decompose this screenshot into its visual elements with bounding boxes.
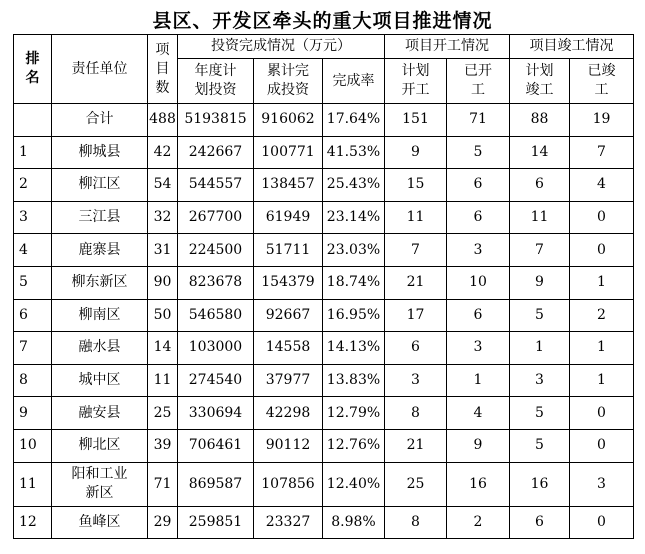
cell-started: 5 [447,136,510,169]
cell-started: 3 [447,234,510,267]
cell-completed: 7 [570,136,634,169]
cell-rate: 23.03% [323,234,385,267]
cell-planned-start: 21 [385,429,447,462]
page-title: 县区、开发区牵头的重大项目推进情况 [152,10,493,32]
cell-annual-plan: 267700 [178,201,254,234]
cell-cumulative: 92667 [254,299,323,332]
cell-completed: 1 [570,364,634,397]
cell-count: 14 [148,332,178,365]
total-rank [14,104,52,137]
cell-unit: 城中区 [52,364,148,397]
cell-completed: 4 [570,169,634,202]
cell-annual-plan: 259851 [178,506,254,539]
cell-rank: 8 [14,364,52,397]
cell-rate: 8.98% [323,506,385,539]
cell-planned-start: 7 [385,234,447,267]
total-started: 71 [447,104,510,137]
cell-cumulative: 14558 [254,332,323,365]
cell-count: 11 [148,364,178,397]
cell-rate: 16.95% [323,299,385,332]
cell-completed: 0 [570,234,634,267]
total-annual-plan: 5193815 [178,104,254,137]
table-row [14,397,634,430]
cell-count: 39 [148,429,178,462]
cell-completed: 3 [570,462,634,506]
cell-started: 6 [447,299,510,332]
cell-count: 29 [148,506,178,539]
cell-started: 4 [447,397,510,430]
header-planned-complete: 计划竣工 [510,59,570,104]
cell-planned-complete: 11 [510,201,570,234]
cell-completed: 0 [570,429,634,462]
cell-started: 9 [447,429,510,462]
total-completed: 19 [570,104,634,137]
cell-completed: 0 [570,397,634,430]
cell-started: 2 [447,506,510,539]
total-count: 488 [148,104,178,137]
cell-rate: 12.76% [323,429,385,462]
header-unit: 责任单位 [52,35,148,104]
cell-annual-plan: 823678 [178,266,254,299]
cell-rank: 12 [14,506,52,539]
cell-planned-start: 6 [385,332,447,365]
cell-planned-complete: 5 [510,299,570,332]
header-annual-plan: 年度计划投资 [178,59,254,104]
cell-count: 54 [148,169,178,202]
cell-unit: 柳南区 [52,299,148,332]
cell-unit: 鱼峰区 [52,506,148,539]
cell-rate: 23.14% [323,201,385,234]
cell-count: 90 [148,266,178,299]
cell-count: 71 [148,462,178,506]
cell-planned-complete: 6 [510,506,570,539]
header-start-group: 项目开工情况 [385,35,510,59]
table-row [14,136,634,169]
cell-unit: 融水县 [52,332,148,365]
cell-rank: 9 [14,397,52,430]
cell-started: 10 [447,266,510,299]
cell-planned-start: 17 [385,299,447,332]
cell-annual-plan: 544557 [178,169,254,202]
cell-planned-start: 11 [385,201,447,234]
cell-completed: 2 [570,299,634,332]
cell-rank: 5 [14,266,52,299]
table-row [14,364,634,397]
cell-cumulative: 42298 [254,397,323,430]
cell-rank: 2 [14,169,52,202]
cell-started: 1 [447,364,510,397]
total-row [14,104,634,137]
total-planned-start: 151 [385,104,447,137]
table-row [14,266,634,299]
cell-planned-complete: 5 [510,397,570,430]
cell-cumulative: 61949 [254,201,323,234]
cell-planned-start: 8 [385,397,447,430]
cell-planned-complete: 5 [510,429,570,462]
header-cumulative: 累计完成投资 [254,59,323,104]
cell-count: 31 [148,234,178,267]
cell-started: 3 [447,332,510,365]
cell-planned-complete: 3 [510,364,570,397]
cell-planned-complete: 1 [510,332,570,365]
cell-unit: 柳江区 [52,169,148,202]
cell-cumulative: 107856 [254,462,323,506]
cell-planned-start: 8 [385,506,447,539]
cell-count: 32 [148,201,178,234]
cell-unit: 柳城县 [52,136,148,169]
cell-rate: 14.13% [323,332,385,365]
cell-planned-start: 15 [385,169,447,202]
table-row [14,169,634,202]
cell-rank: 4 [14,234,52,267]
cell-count: 25 [148,397,178,430]
cell-cumulative: 37977 [254,364,323,397]
cell-annual-plan: 706461 [178,429,254,462]
cell-rank: 10 [14,429,52,462]
cell-started: 6 [447,201,510,234]
cell-annual-plan: 242667 [178,136,254,169]
table-row [14,332,634,365]
cell-planned-complete: 7 [510,234,570,267]
cell-completed: 0 [570,506,634,539]
cell-cumulative: 23327 [254,506,323,539]
cell-annual-plan: 103000 [178,332,254,365]
header-completed: 已竣工 [570,59,634,104]
cell-planned-start: 9 [385,136,447,169]
cell-completed: 1 [570,266,634,299]
header-started: 已开工 [447,59,510,104]
cell-rate: 25.43% [323,169,385,202]
cell-planned-complete: 9 [510,266,570,299]
cell-cumulative: 100771 [254,136,323,169]
cell-cumulative: 51711 [254,234,323,267]
cell-unit: 柳东新区 [52,266,148,299]
cell-rank: 11 [14,462,52,506]
header-complete-group: 项目竣工情况 [510,35,634,59]
cell-rate: 13.83% [323,364,385,397]
header-count: 项目数 [148,35,178,104]
cell-cumulative: 154379 [254,266,323,299]
header-investment-group: 投资完成情况（万元） [178,35,385,59]
cell-count: 50 [148,299,178,332]
cell-annual-plan: 869587 [178,462,254,506]
cell-annual-plan: 274540 [178,364,254,397]
cell-count: 42 [148,136,178,169]
cell-rank: 1 [14,136,52,169]
header-planned-start: 计划开工 [385,59,447,104]
cell-started: 6 [447,169,510,202]
cell-rate: 12.79% [323,397,385,430]
cell-rank: 3 [14,201,52,234]
table-row [14,299,634,332]
total-planned-complete: 88 [510,104,570,137]
cell-planned-start: 3 [385,364,447,397]
cell-annual-plan: 330694 [178,397,254,430]
cell-completed: 0 [570,201,634,234]
cell-rate: 18.74% [323,266,385,299]
cell-rank: 6 [14,299,52,332]
total-label: 合计 [52,104,148,137]
table-row [14,201,634,234]
table-row [14,429,634,462]
cell-planned-start: 25 [385,462,447,506]
header-rank: 排名 [14,35,52,104]
cell-cumulative: 138457 [254,169,323,202]
cell-unit: 鹿寨县 [52,234,148,267]
cell-cumulative: 90112 [254,429,323,462]
cell-planned-complete: 6 [510,169,570,202]
projects-table [13,34,634,539]
cell-planned-complete: 16 [510,462,570,506]
cell-completed: 1 [570,332,634,365]
total-cumulative: 916062 [254,104,323,137]
cell-rate: 41.53% [323,136,385,169]
table-row [14,462,634,506]
total-rate: 17.64% [323,104,385,137]
cell-planned-complete: 14 [510,136,570,169]
cell-annual-plan: 224500 [178,234,254,267]
cell-annual-plan: 546580 [178,299,254,332]
header-rate: 完成率 [323,59,385,104]
cell-unit: 阳和工业新区 [52,462,148,506]
cell-unit: 融安县 [52,397,148,430]
cell-rank: 7 [14,332,52,365]
table-row [14,234,634,267]
table-row [14,506,634,539]
cell-started: 16 [447,462,510,506]
cell-unit: 三江县 [52,201,148,234]
cell-planned-start: 21 [385,266,447,299]
cell-unit: 柳北区 [52,429,148,462]
cell-rate: 12.40% [323,462,385,506]
